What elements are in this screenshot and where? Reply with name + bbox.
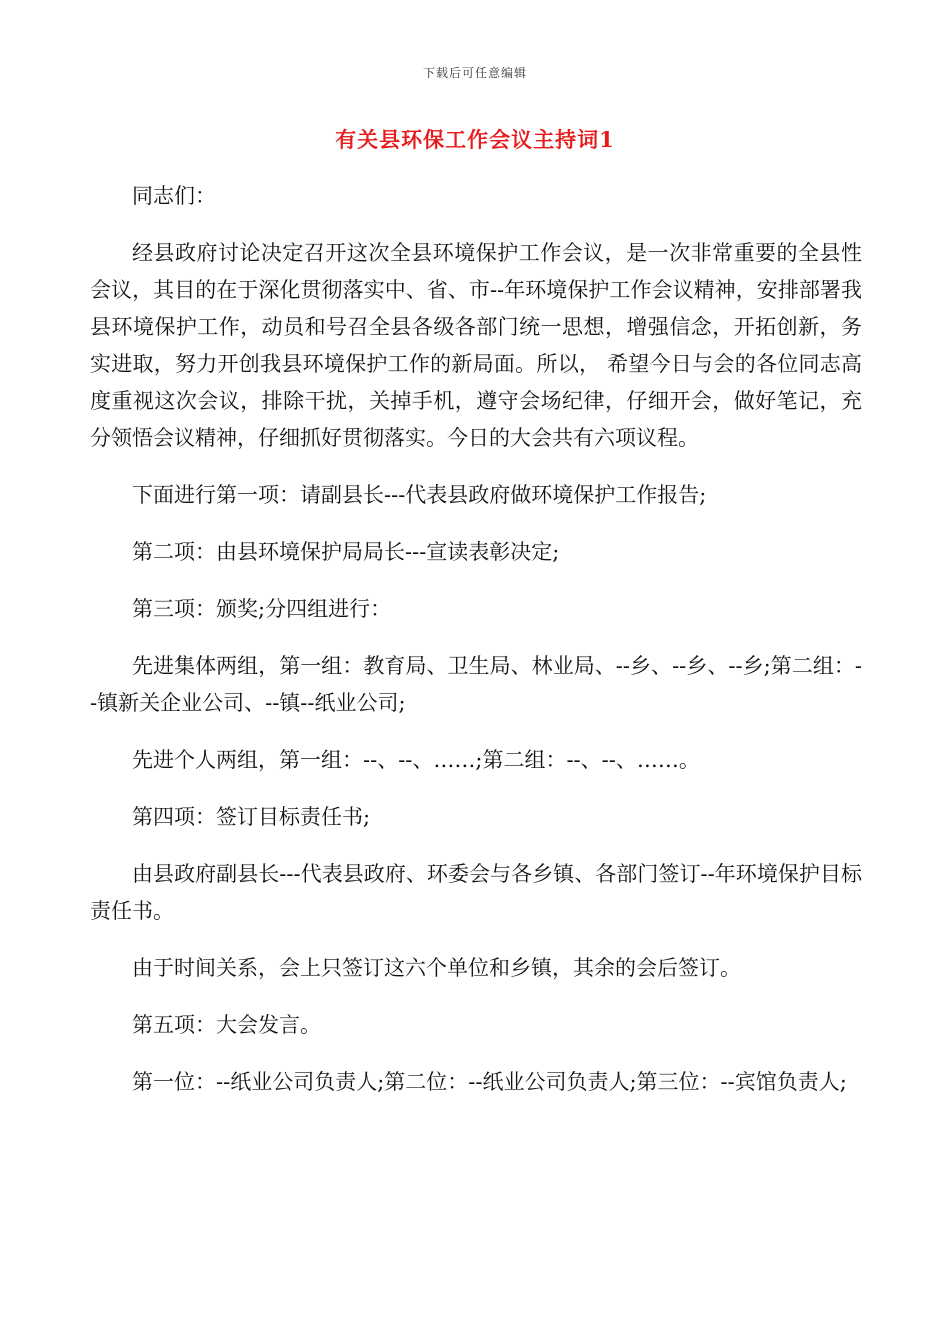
- document-title: 有关县环保工作会议主持词1: [335, 127, 615, 152]
- salutation-paragraph: 同志们：: [132, 184, 216, 208]
- agenda-item-3-paragraph: 第三项：颁奖;分四组进行：: [132, 597, 392, 621]
- signing-paragraph: 由县政府副县长---代表县政府、环委会与各乡镇、各部门签订--年环境保护目标责任书。: [90, 862, 862, 923]
- advanced-individuals-paragraph: 先进个人两组，第一组：--、--、……;第二组：--、--、……。: [132, 748, 700, 772]
- agenda-item-2-paragraph: 第二项：由县环境保护局局长---宣读表彰决定;: [132, 540, 560, 564]
- time-note-paragraph: 由于时间关系，会上只签订这六个单位和乡镇，其余的会后签订。: [132, 956, 741, 980]
- header-note: 下载后可任意编辑: [422, 66, 527, 80]
- speakers-paragraph: 第一位：--纸业公司负责人;第二位：--纸业公司负责人;第三位：--宾馆负责人;: [132, 1070, 847, 1094]
- intro-paragraph: 经县政府讨论决定召开这次全县环境保护工作会议，是一次非常重要的全县性会议，其目的在于深化贯彻落实中、省、市--年环境保护工作会议精神，安排部署我县环境保护工作，动员和号召全县各级各部门统一思想，增强信念，开拓创新，务实进取，努力开创我县环境保护工作的新局面。所以， 希望今日与会的各位同志高度重视这次会议，排除干扰，关掉手机，遵守会场纪律，仔细开会，做好笔记，充分领悟会议精神，仔细抓好贯彻落实。今日的大会共有六项议程。: [90, 241, 862, 450]
- agenda-item-1-paragraph: 下面进行第一项：请副县长---代表县政府做环境保护工作报告;: [132, 483, 707, 507]
- agenda-item-4-paragraph: 第四项：签订目标责任书;: [132, 805, 371, 829]
- document-body: [90, 178, 862, 1121]
- advanced-groups-paragraph: 先进集体两组，第一组：教育局、卫生局、林业局、--乡、--乡、--乡;第二组：--镇新关企业公司、--镇--纸业公司;: [90, 654, 862, 715]
- agenda-item-5-paragraph: 第五项：大会发言。: [132, 1013, 321, 1037]
